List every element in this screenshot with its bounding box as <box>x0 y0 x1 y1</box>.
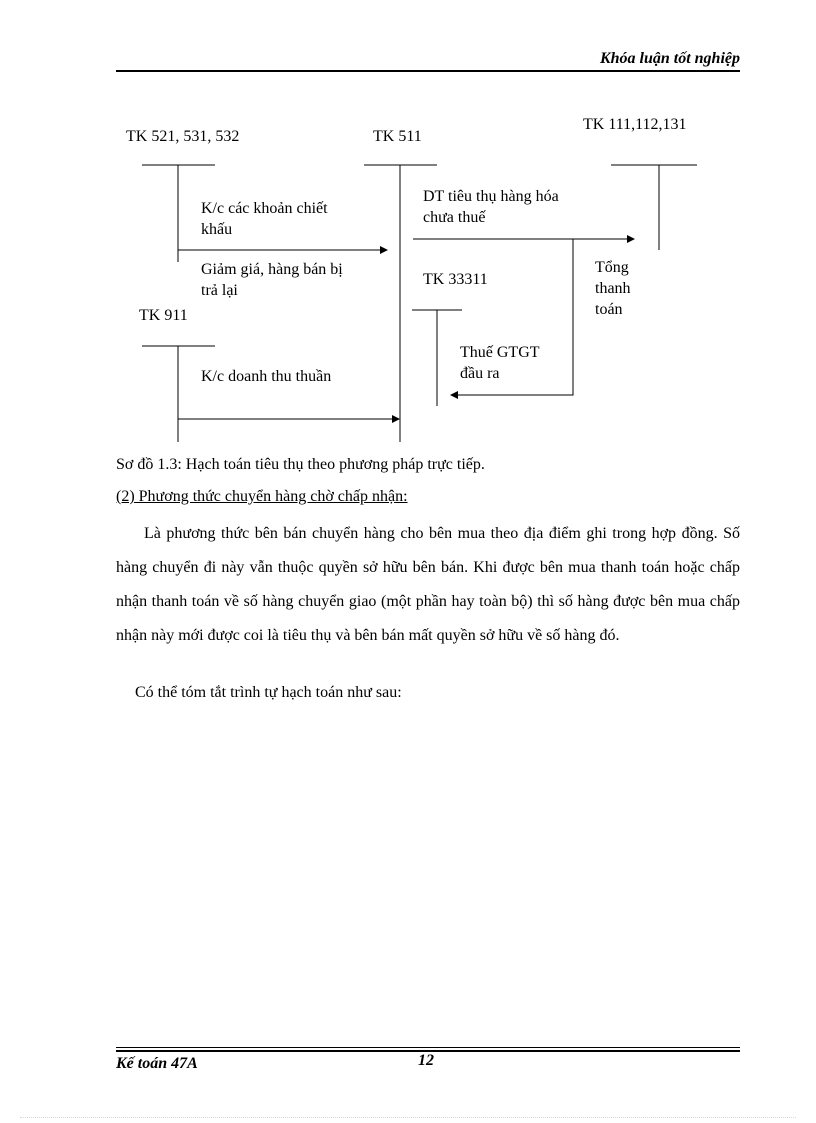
label-kc-doanh-thu: K/c doanh thu thuần <box>201 368 332 385</box>
page-number: 12 <box>418 1052 434 1069</box>
label-kc-chiet-khau: K/c các khoản chiết khấu <box>201 200 328 238</box>
page-edge-divider <box>20 1117 796 1118</box>
label-tong-thanh-toan: Tổng thanh toán <box>595 259 631 318</box>
footer-label: Kế toán 47A <box>116 1055 198 1072</box>
section-subheading: (2) Phương thức chuyển hàng chờ chấp nhận: <box>116 488 408 505</box>
label-giam-gia: Giảm giá, hàng bán bị trả lại <box>201 261 343 299</box>
account-tk33311: TK 33311 <box>423 271 488 288</box>
diagram-caption: Sơ đồ 1.3: Hạch toán tiêu thụ theo phương pháp trực tiếp. <box>116 456 485 473</box>
label-thue-gtgt: Thuế GTGT đầu ra <box>460 344 540 382</box>
account-tk521: TK 521, 531, 532 <box>126 128 240 145</box>
account-tk511: TK 511 <box>373 128 422 145</box>
body-paragraph: Là phương thức bên bán chuyển hàng cho bên mua theo địa điểm ghi trong hợp đồng. Số hàng chuyển đi này vẫn thuộc quyền sở hữu bên bán. Khi được bên mua thanh toán hoặc chấp nhận thanh toán về số hàng chuyển giao (một phần hay toàn bộ) thì số hàng được bên mua chấp nhận này mới được coi là tiêu thụ và bên bán mất quyền sở hữu về số hàng đó. <box>116 525 740 644</box>
header-title: Khóa luận tốt nghiệp <box>599 50 740 67</box>
label-dt-tieu-thu: DT tiêu thụ hàng hóa chưa thuế <box>423 188 559 226</box>
account-tk111: TK 111,112,131 <box>583 116 687 133</box>
body-paragraph-2: Có thể tóm tắt trình tự hạch toán như sau: <box>135 684 402 701</box>
footer-rule-top <box>116 1047 740 1048</box>
account-tk911: TK 911 <box>139 307 188 324</box>
